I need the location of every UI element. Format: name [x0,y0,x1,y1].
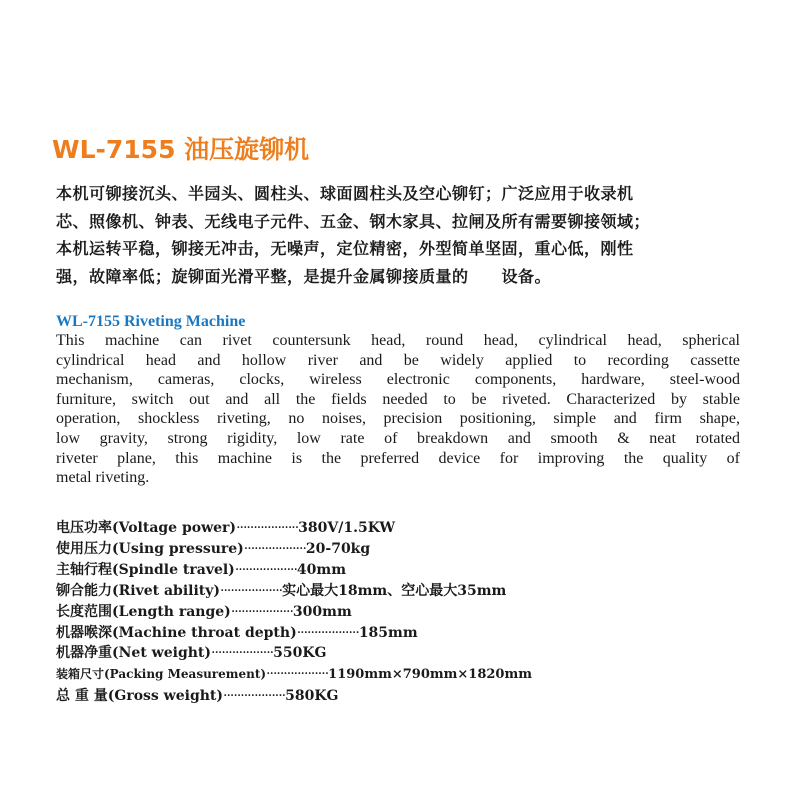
spec-value: 300mm [292,603,352,620]
spec-row-spindle-travel [56,560,746,581]
spec-value: 实心最大18mm、空心最大35mm [282,582,507,599]
en-description-line: mechanism, cameras, clocks, wireless electronic components, hardware, steel-wood [56,371,740,389]
spec-label: 铆合能力(Rivet ability) [56,582,221,599]
spec-value: 580KG [285,688,339,705]
en-description-line: cylindrical head and hollow river and be widely applied to recording cassette [56,351,740,369]
en-description-line: low gravity, strong rigidity, low rate of breakdown and smooth & neat rotated [56,429,740,447]
spec-label: 长度范围(Length range) [56,603,231,620]
spec-value: 40mm [296,561,347,578]
spec-dots: ·················· [211,645,274,662]
page-title: WL-7155 油压旋铆机 [52,135,310,164]
spec-dots: ·················· [266,666,329,683]
spec-row-using-pressure [56,539,746,560]
cn-description-line: 本机可铆接沉头、半园头、圆柱头、球面圆柱头及空心铆钉；广泛应用于收录机 [56,184,634,203]
chinese-description [56,180,748,290]
spec-value: 185mm [358,624,418,641]
spec-label: 电压功率(Voltage power) [56,520,237,536]
english-title: WL-7155 Riveting Machine [56,313,246,330]
spec-dots: ·················· [220,582,283,599]
english-description [56,331,740,488]
en-description-line: operation, shockless riveting, no noises, precision positioning, simple and firm shape, [56,410,740,428]
en-description-line: furniture, switch out and all the fields needed to be riveted. Characterized by stable [56,390,740,408]
spec-label: 机器净重(Net weight) [56,645,212,662]
spec-dots: ·················· [236,520,299,536]
spec-dots: ·················· [230,603,293,620]
spec-row-voltage-power [56,518,746,539]
en-description-line: This machine can rivet countersunk head, round head, cylindrical head, spherical [56,332,740,349]
spec-dots: ·················· [234,561,297,578]
spec-value: 380V/1.5KW [298,520,396,536]
spec-value: 1190mm×790mm×1820mm [328,667,532,683]
spec-row-packing-measurement [56,664,746,686]
spec-value: 20-70kg [305,540,371,557]
en-description-line: metal riveting. [56,469,150,487]
spec-label: 使用压力(Using pressure) [56,540,244,557]
spec-dots: ·················· [243,540,306,557]
cn-description-line: 本机运转平稳，铆接无冲击，无噪声，定位精密，外型简单坚固，重心低，刚性 [56,239,634,258]
spec-row-throat-depth [56,623,746,644]
spec-row-rivet-ability [56,581,746,602]
spec-label: 装箱尺寸(Packing Measurement) [56,667,267,682]
spec-label: 机器喉深(Machine throat depth) [56,624,297,641]
cn-description-line: 芯、照像机、钟表、无线电子元件、五金、钢木家具、拉闸及所有需要铆接领域； [56,211,651,231]
cn-description-line: 强，故障率低；旋铆面光滑平整，是提升金属铆接质量的 设备。 [56,266,552,286]
spec-dots: ·················· [223,688,286,705]
spec-label: 主轴行程(Spindle travel) [56,561,235,578]
spec-dots: ·················· [296,624,359,641]
spec-value: 550KG [273,645,327,662]
spec-row-net-weight [56,643,746,664]
spec-row-gross-weight [56,686,746,707]
spec-list [56,518,746,707]
spec-row-length-range [56,602,746,623]
en-description-line: riveter plane, this machine is the preferred device for improving the quality of [56,449,740,467]
spec-label: 总 重 量(Gross weight) [56,688,224,705]
